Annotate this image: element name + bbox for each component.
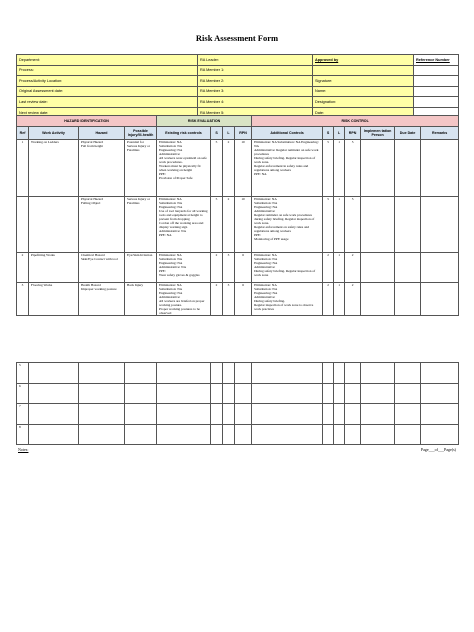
- empty-cell: [361, 424, 395, 445]
- cell-person: [361, 283, 395, 316]
- cell-l: 3: [223, 253, 235, 283]
- empty-cell: [252, 363, 323, 384]
- empty-cell: [79, 424, 125, 445]
- cell-additional: Elimination: NA Substitution: NA Engineering: NA Administrative: During safety briefing. Regular inspection of work zone: [252, 253, 323, 283]
- cell-hazard: Chemical Hazard Skin/Eye Contact with tool: [79, 253, 125, 283]
- cell-injury: Serious Injury or Fatalities: [125, 197, 157, 253]
- cell-hazard: Health Hazard Improper working posture: [79, 283, 125, 316]
- column-header: Work Activity: [29, 127, 79, 140]
- header-field-label: Next review date:: [17, 107, 198, 118]
- empty-cell: [211, 363, 223, 384]
- empty-cell: [421, 404, 459, 425]
- header-approval-label: [313, 65, 414, 76]
- empty-cell: [157, 383, 211, 404]
- empty-cell: [157, 363, 211, 384]
- cell-rpn2: 2: [345, 283, 361, 316]
- column-header: RPN: [345, 127, 361, 140]
- empty-cell: [29, 404, 79, 425]
- empty-cell: [345, 424, 361, 445]
- column-header: Existing risk controls: [157, 127, 211, 140]
- cell-activity: Working on Ladders: [29, 140, 79, 197]
- empty-cell: [157, 404, 211, 425]
- cell-s: 5: [211, 140, 223, 197]
- cell-person: [361, 140, 395, 197]
- cell-s: 2: [211, 283, 223, 316]
- row-number: 6: [17, 383, 29, 404]
- empty-cell: [395, 383, 421, 404]
- empty-cell: [323, 404, 334, 425]
- empty-cell: [421, 383, 459, 404]
- cell-additional: Elimination: NA Substitution: NA Engineering: NA Administrative: Regular reminder on safe work procedures During safety briefing. Regular inspection of work zone. Regular enforcement in safety rules and regulations among workers PPE: NA: [252, 140, 323, 197]
- empty-cell: [361, 404, 395, 425]
- empty-cell: [223, 363, 235, 384]
- header-reference-cell: [414, 97, 459, 108]
- cell-additional: Elimination: NA Substitution: NA Engineering: NA Administrative: Regular reminder on safe work procedures during safety briefing. Regular inspection of work zone. Regular enforcement on safety rules and regulations among workers PPE: Monitoring of PPE usage: [252, 197, 323, 253]
- page-title: Risk Assessment Form: [195, 33, 279, 43]
- empty-cell: [223, 424, 235, 445]
- page-count: Page___of___Page(s): [420, 447, 456, 452]
- cell-l2: 1: [334, 283, 345, 316]
- column-header: L: [223, 127, 235, 140]
- cell-s2: 2: [323, 283, 334, 316]
- header-member-label: RA Member 2:: [198, 76, 313, 87]
- empty-cell: [79, 404, 125, 425]
- empty-row: [17, 404, 459, 425]
- cell-remarks: [421, 253, 459, 283]
- header-member-label: RA Member 1:: [198, 65, 313, 76]
- empty-cell: [421, 424, 459, 445]
- header-approval-label: Designation:: [313, 97, 414, 108]
- column-header: Possible Injury/Ill-health: [125, 127, 157, 140]
- header-member-label: RA Member 5:: [198, 107, 313, 118]
- table-row: [17, 253, 459, 283]
- empty-cell: [252, 383, 323, 404]
- header-approval-label: Name:: [313, 86, 414, 97]
- empty-cell: [223, 404, 235, 425]
- section-hazard-identification: HAZARD IDENTIFICATION: [17, 116, 157, 127]
- cell-activity: [29, 197, 79, 253]
- empty-cell: [345, 363, 361, 384]
- column-header: S: [211, 127, 223, 140]
- table-row: [17, 140, 459, 197]
- empty-cell: [235, 363, 252, 384]
- empty-cell: [395, 363, 421, 384]
- empty-cell: [125, 383, 157, 404]
- column-header: S: [323, 127, 334, 140]
- cell-due: [395, 283, 421, 316]
- empty-cell: [334, 383, 345, 404]
- cell-s: 5: [211, 197, 223, 253]
- section-risk-control: RISK CONTROL: [252, 116, 459, 127]
- header-member-label: RA Member 3:: [198, 86, 313, 97]
- empty-cell: [395, 424, 421, 445]
- cell-person: [361, 253, 395, 283]
- header-member-label: RA Member 4:: [198, 97, 313, 108]
- cell-existing: Elimination: NA Substitution: NA Engineering: NA Administrative: All workers wear eyeshield on safe work procedures. Workers must be physically fit when working on height PPE: Provision of Proper Safe: [157, 140, 211, 197]
- cell-l: 2: [223, 197, 235, 253]
- cell-injury: Potential for Serious Injury or Fatalities: [125, 140, 157, 197]
- empty-cell: [361, 363, 395, 384]
- cell-l: 2: [223, 140, 235, 197]
- empty-cell: [29, 363, 79, 384]
- empty-cell: [79, 383, 125, 404]
- row-number: 8: [17, 424, 29, 445]
- cell-remarks: [421, 283, 459, 316]
- cell-due: [395, 140, 421, 197]
- empty-cell: [334, 404, 345, 425]
- cell-existing: Elimination: NA Substitution: NA Engineering: NA Administrative: NA PPE: Wear safety gloves & goggles: [157, 253, 211, 283]
- cell-s2: 5: [323, 140, 334, 197]
- header-approval-label: Date:: [313, 107, 414, 118]
- cell-l2: 1: [334, 197, 345, 253]
- cell-ref: 3: [17, 283, 29, 316]
- empty-row: [17, 424, 459, 445]
- notes-label: Notes:: [18, 447, 29, 452]
- cell-rpn2: 2: [345, 253, 361, 283]
- empty-cell: [79, 363, 125, 384]
- cell-ref: [17, 197, 29, 253]
- empty-cell: [157, 424, 211, 445]
- header-field-label: Original Assessment date:: [17, 86, 198, 97]
- cell-due: [395, 253, 421, 283]
- header-field-label: Last review date:: [17, 97, 198, 108]
- empty-cell: [334, 424, 345, 445]
- column-header: Remarks: [421, 127, 459, 140]
- column-header: Additional Controls: [252, 127, 323, 140]
- cell-s2: 2: [323, 253, 334, 283]
- cell-activity: Flooring Works: [29, 283, 79, 316]
- row-number: 7: [17, 404, 29, 425]
- empty-cell: [29, 424, 79, 445]
- cell-rpn2: 5: [345, 140, 361, 197]
- cell-injury: Back Injury: [125, 283, 157, 316]
- cell-hazard: Physical Hazard Fall from height: [79, 140, 125, 197]
- header-member-label: RA Leader:: [198, 55, 313, 66]
- cell-rpn: 6: [235, 283, 252, 316]
- cell-injury: Eye/Skin Irritation: [125, 253, 157, 283]
- empty-cell: [345, 383, 361, 404]
- cell-rpn2: 5: [345, 197, 361, 253]
- empty-cell: [125, 424, 157, 445]
- column-header: Hazard: [79, 127, 125, 140]
- empty-cell: [323, 383, 334, 404]
- empty-cell: [252, 404, 323, 425]
- column-header: L: [334, 127, 345, 140]
- column-header: Ref: [17, 127, 29, 140]
- table-row: [17, 283, 459, 316]
- cell-s2: 5: [323, 197, 334, 253]
- cell-rpn: 6: [235, 253, 252, 283]
- empty-cell: [211, 383, 223, 404]
- empty-cell: [252, 424, 323, 445]
- empty-cell: [223, 383, 235, 404]
- empty-cell: [29, 383, 79, 404]
- empty-cell: [235, 383, 252, 404]
- cell-additional: Elimination: NA Substitution: NA Engineering: NA Administrative: During safety briefing. Regular inspection of work zone to observe work practices: [252, 283, 323, 316]
- header-field-label: Process/Activity Location:: [17, 76, 198, 87]
- cell-remarks: [421, 140, 459, 197]
- header-approval-label: Signature:: [313, 76, 414, 87]
- header-reference-cell: [414, 86, 459, 97]
- row-number: 5: [17, 363, 29, 384]
- cell-hazard: Physical Hazard Falling Object: [79, 197, 125, 253]
- hazard-table: [16, 115, 459, 316]
- empty-row: [17, 383, 459, 404]
- empty-cell: [361, 383, 395, 404]
- header-row: [17, 97, 459, 108]
- header-reference-cell: [414, 65, 459, 76]
- empty-cell: [125, 404, 157, 425]
- cell-rpn: 10: [235, 197, 252, 253]
- empty-cell: [211, 404, 223, 425]
- cell-l: 3: [223, 283, 235, 316]
- cell-l2: 1: [334, 140, 345, 197]
- column-header-row: [17, 127, 459, 140]
- empty-cell: [235, 404, 252, 425]
- empty-cell: [235, 424, 252, 445]
- empty-cell: [334, 363, 345, 384]
- cell-person: [361, 197, 395, 253]
- header-row: [17, 86, 459, 97]
- cell-rpn: 10: [235, 140, 252, 197]
- table-row: [17, 197, 459, 253]
- empty-cell: [323, 363, 334, 384]
- cell-existing: Elimination: NA Substitution: NA Engineering: NA Administrative: All workers are briefed on proper working posture. Proper working postures to be observed: [157, 283, 211, 316]
- header-info-table: [16, 54, 459, 119]
- empty-cell: [211, 424, 223, 445]
- empty-cell: [421, 363, 459, 384]
- empty-cell: [395, 404, 421, 425]
- column-header: Due Date: [395, 127, 421, 140]
- header-approval-label: Approved by: [313, 55, 414, 66]
- column-header: RPN: [235, 127, 252, 140]
- header-reference-cell: Reference Number: [414, 55, 459, 66]
- column-header: Implemen tation Person: [361, 127, 395, 140]
- section-risk-evaluation: RISK EVALUATION: [157, 116, 252, 127]
- cell-ref: 2: [17, 253, 29, 283]
- cell-activity: Pipefitting Works: [29, 253, 79, 283]
- cell-ref: 1: [17, 140, 29, 197]
- header-row: [17, 55, 459, 66]
- header-field-label: Department:: [17, 55, 198, 66]
- header-field-label: Process:: [17, 65, 198, 76]
- empty-cell: [125, 363, 157, 384]
- cell-remarks: [421, 197, 459, 253]
- header-row: [17, 76, 459, 87]
- cell-l2: 1: [334, 253, 345, 283]
- empty-row: [17, 363, 459, 384]
- cell-due: [395, 197, 421, 253]
- empty-cell: [323, 424, 334, 445]
- header-row: [17, 65, 459, 76]
- empty-rows-table: [16, 362, 459, 445]
- empty-cell: [345, 404, 361, 425]
- header-reference-cell: [414, 76, 459, 87]
- cell-s: 2: [211, 253, 223, 283]
- cell-existing: Elimination: NA Substitution: NA Engineering: NA Use of tool lanyards for all working tools and equipment at height to prevent from dropping Cordon off the working area and display warning sign Administrative: NA PPE: NA: [157, 197, 211, 253]
